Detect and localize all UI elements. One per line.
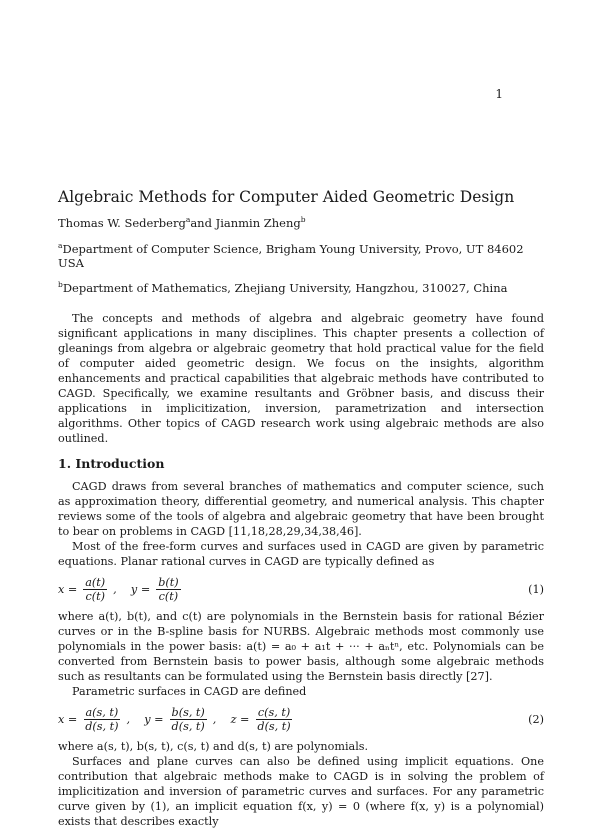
affiliation-a-text: Department of Computer Science, Brigham Young University, Provo, UT 84602 USA xyxy=(58,242,524,270)
eq1-y-denominator: c(t) xyxy=(158,590,179,603)
intro-paragraph-1: CAGD draws from several branches of mathematics and computer science, such as approximation theory, differential geometry, and numerical analysis. This chapter reviews some of the tools of algebra and algebraic geometry that have been brought to bear on problems in CAGD [11,18,28,29,34,38,46]. xyxy=(58,480,544,538)
eq2-lhs-z: , z = xyxy=(212,713,250,726)
eq2-frac-z xyxy=(255,706,292,733)
eq2-z-denominator: d(s, t) xyxy=(257,720,291,733)
eq1-y-numerator: b(t) xyxy=(158,576,179,589)
intro-paragraph-5: where a(s, t), b(s, t), c(s, t) and d(s, t) are polynomials. xyxy=(58,740,369,753)
eq1-frac-x xyxy=(83,576,107,603)
equation-1-expression xyxy=(58,576,181,603)
intro-paragraph-3: where a(t), b(t), and c(t) are polynomials in the Bernstein basis for rational Bézier curves or in the B-spline basis for NURBS. Algebraic methods most commonly use polynomials in the power basis: a(t) = a₀ + a₁t + ··· + aₙtⁿ, etc. Polynomials can be converted from Bernstein basis to power basis, although some algebraic methods such as resultants can be formulated using the Bernstein basis directly [27]. xyxy=(58,610,544,683)
equation-2-number: (2) xyxy=(528,713,544,726)
eq2-x-denominator: d(s, t) xyxy=(85,720,119,733)
intro-paragraph-2: Most of the free-form curves and surfaces used in CAGD are given by parametric equations. Planar rational curves in CAGD are typically defined as xyxy=(58,540,544,568)
paper-title: Algebraic Methods for Computer Aided Geometric Design xyxy=(58,188,515,206)
eq1-frac-y xyxy=(156,576,180,603)
abstract: The concepts and methods of algebra and algebraic geometry have found significant applications in many disciplines. This chapter presents a collection of gleanings from algebra or algebraic geometry that hold practical value for the field of computer aided geometric design. We focus on the insights, algorithm enhancements and practical capabilities that algebraic methods have contributed to CAGD. Specifically, we examine resultants and Gröbner basis, and discuss their applications in implicitization, inversion, parametrization and intersection algorithms. Other topics of CAGD research work using algebraic methods are also outlined. xyxy=(58,312,544,445)
equation-1-number: (1) xyxy=(528,583,544,596)
author-1: Thomas W. Sederberg xyxy=(58,216,186,230)
affiliation-a xyxy=(58,242,544,270)
eq1-x-numerator: a(t) xyxy=(85,576,106,589)
authors-line xyxy=(58,216,544,230)
intro-paragraph-6: Surfaces and plane curves can also be defined using implicit equations. One contribution that algebraic methods make to CAGD is in solving the problem of implicitization and inversion of parametric curves and surfaces. For any parametric curve given by (1), an implicit equation f(x, y) = 0 (where f(x, y) is a polynomial) exists that describes exactly xyxy=(58,755,544,828)
page-number: 1 xyxy=(495,87,503,101)
section-heading-introduction: 1. Introduction xyxy=(58,456,165,471)
eq2-z-numerator: c(s, t) xyxy=(257,706,291,719)
eq2-y-denominator: d(s, t) xyxy=(171,720,205,733)
intro-paragraph-4: Parametric surfaces in CAGD are defined xyxy=(72,685,307,698)
eq2-frac-x xyxy=(83,706,120,733)
equation-2-expression xyxy=(58,706,293,733)
eq1-lhs-x: x = xyxy=(58,583,78,596)
author-2-mark: b xyxy=(300,215,306,225)
eq2-lhs-y: , y = xyxy=(126,713,164,726)
affiliation-a-mark: a xyxy=(58,241,63,251)
affiliation-b-mark: b xyxy=(58,280,63,290)
affiliation-b-text: Department of Mathematics, Zhejiang University, Hangzhou, 310027, China xyxy=(62,281,508,295)
affiliation-b xyxy=(58,281,544,295)
eq2-y-numerator: b(s, t) xyxy=(171,706,205,719)
eq2-frac-y xyxy=(170,706,207,733)
equation-1 xyxy=(58,576,544,603)
paper-content xyxy=(58,188,544,829)
eq1-x-denominator: c(t) xyxy=(85,590,105,603)
eq2-lhs-x: x = xyxy=(58,713,78,726)
author-1-mark: a xyxy=(185,215,191,225)
author-2: and Jianmin Zheng xyxy=(190,216,301,230)
eq2-x-numerator: a(s, t) xyxy=(85,706,119,719)
equation-2 xyxy=(58,706,544,733)
eq1-lhs-y: , y = xyxy=(113,583,151,596)
